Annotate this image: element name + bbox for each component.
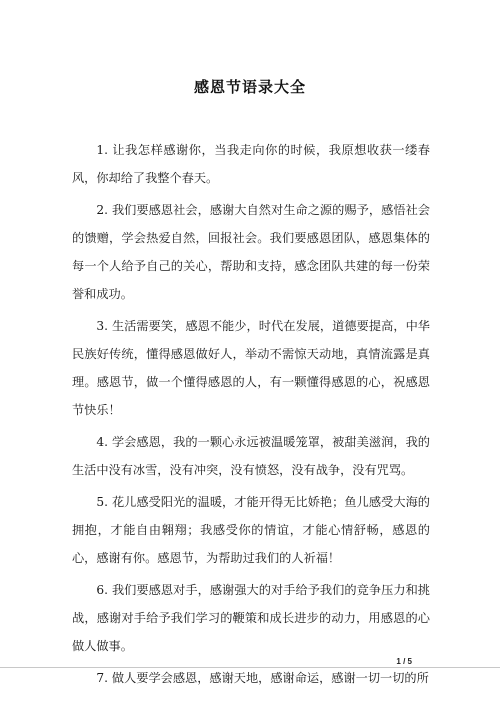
paragraph-7: 7. 做人要学会感恩，感谢天地，感谢命运，感谢一切一切的所 xyxy=(96,671,429,685)
paragraph-5: 5. 花儿感受阳光的温暖，才能开得无比娇艳；鱼儿感受大海的拥抱，才能自由翱翔；我感受你的情谊，才能心情舒畅，感恩的心，感谢有你。感恩节，为帮助过我们的人祈福！ xyxy=(72,495,430,565)
footer-divider xyxy=(0,667,500,668)
paragraph-6: 6. 我们要感恩对手，感谢强大的对手给予我们的竞争压力和挑战，感谢对手给予我们学习的鞭策和成长进步的动力，用感恩的心做人做事。 xyxy=(72,583,430,653)
paragraph-2: 2. 我们要感恩社会，感谢大自然对生命之源的赐予，感悟社会的馈赠，学会热爱自然，回报社会。我们要感恩团队，感恩集体的每一个人给予自己的关心，帮助和支持，感念团队共建的每一份荣誉和成功。 xyxy=(72,203,430,301)
page-number: 1 / 5 xyxy=(396,657,412,666)
page-title: 感恩节语录大全 xyxy=(193,78,306,96)
paragraph-1: 1. 让我怎样感谢你，当我走向你的时候，我原想收获一缕春风，你却给了我整个春天。 xyxy=(72,143,430,185)
paragraph-3: 3. 生活需要笑，感恩不能少，时代在发展，道德要提高，中华民族好传统，懂得感恩做好人，举动不需惊天动地，真情流露是真理。感恩节，做一个懂得感恩的人，有一颗懂得感恩的心，祝感恩节快乐！ xyxy=(72,319,430,417)
document-body xyxy=(72,136,430,692)
paragraph-4: 4. 学会感恩，我的一颗心永远被温暖笼罩，被甜美滋润，我的生活中没有冰雪，没有冲突，没有愤怒，没有战争，没有咒骂。 xyxy=(72,435,430,477)
